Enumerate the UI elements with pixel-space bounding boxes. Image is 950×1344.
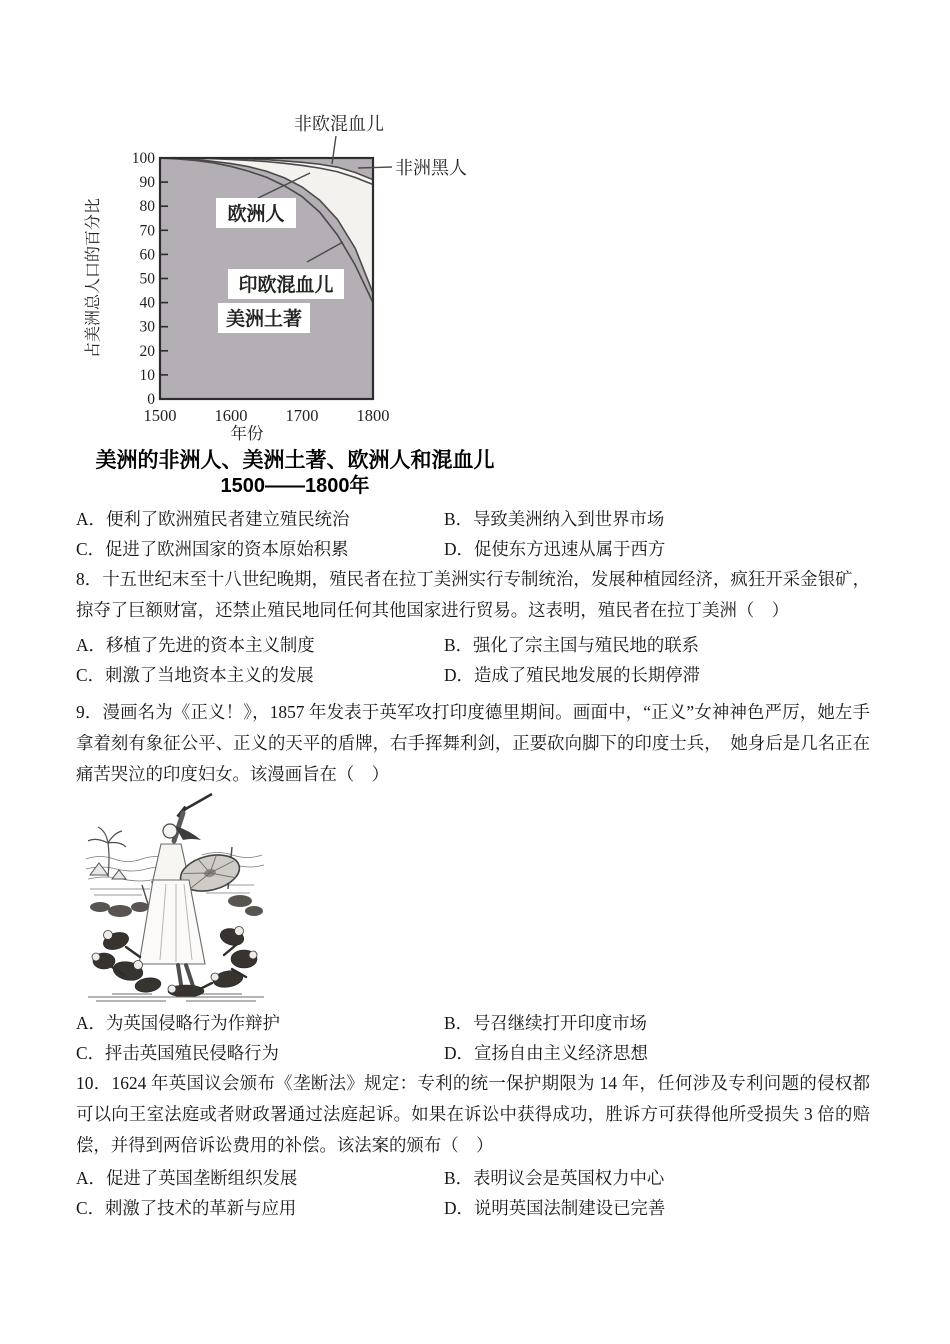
- q8-option-d: D．造成了殖民地发展的长期停滞: [444, 665, 701, 685]
- svg-text:80: 80: [139, 198, 155, 216]
- svg-text:印欧混血儿: 印欧混血儿: [238, 275, 334, 296]
- question8-options: [76, 630, 870, 690]
- q9-option-a: A．为英国侵略行为作辩护: [76, 1013, 280, 1033]
- svg-text:欧洲人: 欧洲人: [227, 204, 285, 225]
- svg-text:100: 100: [131, 150, 155, 167]
- svg-text:占美洲总人口的百分比: 占美洲总人口的百分比: [85, 197, 102, 359]
- question7-options: [76, 504, 870, 564]
- svg-text:60: 60: [139, 246, 155, 264]
- svg-text:非欧混血儿: 非欧混血儿: [294, 114, 384, 134]
- population-area-chart: [60, 103, 540, 453]
- chart-caption: [55, 449, 535, 499]
- q9-option-b: B．号召继续打开印度市场: [444, 1013, 647, 1033]
- svg-text:1700: 1700: [285, 406, 319, 425]
- svg-text:1500: 1500: [143, 406, 177, 425]
- svg-text:年份: 年份: [230, 424, 264, 443]
- option-row: [76, 630, 870, 660]
- question9-stem: 9．漫画名为《正义！》，1857 年发表于英军攻打印度德里期间。画面中，“正义”女神神色严厉，她左手拿着刻有象征公平、正义的天平的盾牌，右手挥舞利剑，正要砍向脚下的印度士兵， 她身后是几名正在痛苦哭泣的印度妇女。该漫画旨在（ ）: [76, 702, 870, 784]
- q10-option-c: C．刺激了技术的革新与应用: [76, 1198, 297, 1218]
- option-row: [76, 1038, 870, 1068]
- q8-option-b: B．强化了宗主国与殖民地的联系: [444, 635, 700, 655]
- justice-figure: [139, 794, 243, 991]
- option-row: [76, 1163, 870, 1193]
- gown: [139, 880, 205, 964]
- option-row: [76, 504, 870, 534]
- svg-text:40: 40: [139, 294, 155, 312]
- chart-caption-years: 1500——1800年: [220, 475, 370, 497]
- question9-options: [76, 1008, 870, 1068]
- svg-text:美洲土著: 美洲土著: [225, 309, 303, 330]
- q8-option-c: C．刺激了当地资本主义的发展: [76, 665, 314, 685]
- q9-option-d: D．宣扬自由主义经济思想: [444, 1043, 648, 1063]
- svg-text:90: 90: [139, 174, 155, 192]
- option-row: [76, 1008, 870, 1038]
- chart-caption-title: 美洲的非洲人、美洲土著、欧洲人和混血儿: [95, 449, 495, 472]
- question8-stem: 8．十五世纪末至十八世纪晚期，殖民者在拉丁美洲实行专制统治，发展种植园经济，疯狂开采金银矿，掠夺了巨额财富，还禁止殖民地同任何其他国家进行贸易。这表明，殖民者在拉丁美洲（ ）: [76, 569, 870, 620]
- q7-option-d: D．促使东方迅速从属于西方: [444, 539, 666, 559]
- justice-cartoon-image: [82, 789, 270, 1005]
- question10-stem: 10．1624 年英国议会颁布《垄断法》规定：专利的统一保护期限为 14 年，任何涉及专利问题的侵权都可以向王室法庭或者财政署通过法庭起诉。如果在诉讼中获得成功，胜诉方可获得他所受损失 3 倍的赔偿，并得到两倍诉讼费用的补偿。该法案的颁布（ ）: [76, 1073, 870, 1155]
- q7-option-b: B．导致美洲纳入到世界市场: [444, 509, 665, 529]
- q10-option-b: B．表明议会是英国权力中心: [444, 1168, 665, 1188]
- q7-option-a: A．便利了欧洲殖民者建立殖民统治: [76, 509, 350, 529]
- q10-option-a: A．促进了英国垄断组织发展: [76, 1168, 298, 1188]
- svg-text:非洲黑人: 非洲黑人: [395, 158, 467, 178]
- svg-text:70: 70: [139, 222, 155, 240]
- option-row: [76, 660, 870, 690]
- q8-option-a: A．移植了先进的资本主义制度: [76, 635, 315, 655]
- svg-text:1600: 1600: [214, 406, 248, 425]
- q10-option-d: D．说明英国法制建设已完善: [444, 1198, 666, 1218]
- question10-options: [76, 1163, 870, 1223]
- svg-text:10: 10: [139, 366, 155, 384]
- svg-text:30: 30: [139, 318, 155, 336]
- option-row: [76, 1193, 870, 1223]
- q7-option-c: C．促进了欧洲国家的资本原始积累: [76, 539, 349, 559]
- svg-text:1800: 1800: [356, 406, 390, 425]
- svg-text:50: 50: [139, 270, 155, 288]
- svg-text:0: 0: [147, 391, 155, 408]
- svg-text:20: 20: [139, 342, 155, 360]
- head: [163, 824, 177, 838]
- option-row: [76, 534, 870, 564]
- q9-option-c: C．抨击英国殖民侵略行为: [76, 1043, 279, 1063]
